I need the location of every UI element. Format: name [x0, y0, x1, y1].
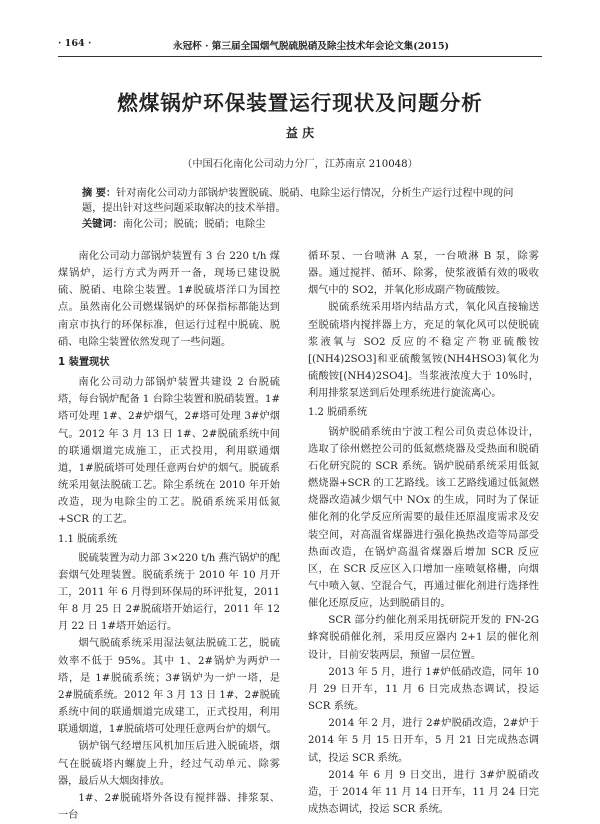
paragraph: 锅炉脱硝系统由宁波工程公司负责总体设计，选取了徐州燃控公司的低氮燃烧器及受热面和脱硝石化研究院的 SCR 系统。锅炉脱硝系统采用低氮燃烧器+SCR 的工艺路线。该工艺路线通过低氮燃烧器改造减少烟气中 NOx 的生成，同时为了保证催化剂的化学反应所需要的最佳还原温度需求及安装空间，对高温省煤器进行强化换热改造等局部受热面改造，在锅炉高温省煤器后增加 SCR 反应区，在 SCR 反应区入口增加一座喷氨格栅，向烟气中喷入氨、空混合气，再通过催化剂进行选择性催化还原反应，达到脱硝目的。	[308, 426, 539, 610]
keywords-text: 南化公司；脱硫；脱硝；电除尘	[122, 218, 266, 230]
paragraph: 2013 年 5 月，进行 1#炉低硝改造，同年 10 月 29 日开车，11 月 6 日完成热态调试，投运 SCR 系统。	[308, 666, 539, 713]
subsection-heading: 1.1 脱硫系统	[58, 533, 118, 545]
paragraph: 1#、2#脱硫塔外各设有搅拌器、排浆泵、一台	[58, 792, 280, 821]
abstract	[82, 186, 515, 217]
paragraph: 2014 年 2 月，进行 2#炉脱硝改造，2#炉于 2014 年 5 月 15 日开车，5 月 21 日完成热态调试，投运 SCR 系统。	[308, 718, 539, 764]
paragraph: 南化公司动力部锅炉装置共建设 2 台脱硫塔，每台锅炉配备 1 台除尘装置和脱硝装置。1#塔可处理 1#、2#炉烟气，2#塔可处理 3#炉烟气。2012 年 3 月 13 日 1#、2#脱硫系统中间的联通烟道完成施工，正式投用，利用联通烟道，1#脱硫塔可处理任意两台炉的烟气。脱硫系统采用氨法脱硫工艺。除尘系统在 2010 年开始改造，现为电除尘的工艺。脱硝系统采用低氮+SCR 的工艺。	[58, 377, 280, 526]
affiliation: （中国石化南化公司动力分厂，江苏南京 210048）	[182, 159, 418, 170]
author: 益 庆	[285, 126, 315, 140]
journal-title: 永冠杯 · 第三届全国烟气脱硫脱硝及除尘技术年会论文集(2015)	[173, 41, 450, 52]
keywords-label: 关键词：	[82, 217, 123, 230]
header-rule	[58, 56, 542, 57]
paragraph: 循环泵、一台喷淋 A 泵，一台喷淋 B 泵，除雾器。通过搅拌、循环、除雾，使浆液循有效的吸收烟气中的 SO2，并氧化形成副产物硫酸铵。	[308, 251, 539, 297]
subsection-heading: 1.2 脱硝系统	[308, 407, 368, 419]
left-column	[58, 248, 280, 824]
section-heading: 1 装置现状	[58, 356, 110, 368]
right-column	[308, 248, 539, 818]
paper-title: 燃煤锅炉环保装置运行现状及问题分析	[117, 91, 483, 115]
abstract-block	[82, 186, 515, 232]
abstract-label: 摘 要：	[82, 187, 117, 199]
paragraph: 脱硫系统采用塔内结晶方式，氧化风直接输送至脱硫塔内搅拌器上方，充足的氧化风可以使脱硫浆液氧与 SO2 反应的不稳定产物亚硫酸铵[(NH4)2SO3]和亚硫酸氢铵(NH4HSO3)氧化为硫酸铵[(NH4)2SO4]。当浆液浓度大于 10%时，利用排浆泵送到后处理系统进行旋流离心。	[308, 302, 539, 400]
paragraph: SCR 部分约催化剂采用抚研院开发的 FN-2G 蜂窝脱硝催化剂，采用反应器内 2+1 层的催化剂设计，目前安装两层，预留一层位置。	[308, 615, 539, 661]
keywords	[82, 217, 515, 232]
paragraph: 脱硫装置为动力部 3×220 t/h 燕汽锅炉的配套烟气处理装置。脱硫系统于 2010 年 10 月开工，2011 年 6 月得到环保局的环评批复，2011 年 8 月 25 日 2#脱硫塔开始运行，2011 年 12 月 22 日 1#塔开始运行。	[58, 552, 280, 633]
paragraph: 烟气脱硫系统采用湿法氨法脱硫工艺，脱硫效率不低于 95%。其中 1、2#锅炉为两炉一塔，是 1#脱硫系统；3#锅炉为一炉一塔，是 2#脱硫系统。2012 年 3 月 13 日 1#、2#脱硫系统中间的联通烟道完成建工，正式投用，利用联通烟道，1#脱硫塔可处理任意两台炉的烟气。	[58, 638, 280, 736]
page-number: · 164 ·	[58, 38, 92, 49]
abstract-text: 针对南化公司动力部锅炉装置脱硫、脱硝、电除尘运行情况，分析生产运行过程中现的问题，提出针对这些问题采取解决的技术举措。	[82, 188, 514, 215]
paragraph: 锅炉锅气经增压风机加压后进入脱硫塔，烟气在脱硫塔内螺旋上升，经过气动单元、除雾器，最后从大烟囱排放。	[58, 741, 280, 787]
running-header	[58, 38, 542, 54]
paragraph: 2014 年 6 月 9 日交出，进行 3#炉脱硝改造，于 2014 年 11 月 14 日开车，11 月 24 日完成热态调试，投运 SCR 系统。	[308, 769, 539, 815]
paragraph: 南化公司动力部锅炉装置有 3 台 220 t/h 煤煤锅炉，运行方式为两开一备，现场已建设脱硫、脱硝、电除尘装置。1#脱硫塔洋口为国控点。虽然南化公司燃煤锅炉的环保指标都能达到南京市执行的环保标准，但运行过程中脱硫、脱硝、电除尘装置依然发现了一些问题。	[58, 251, 280, 348]
